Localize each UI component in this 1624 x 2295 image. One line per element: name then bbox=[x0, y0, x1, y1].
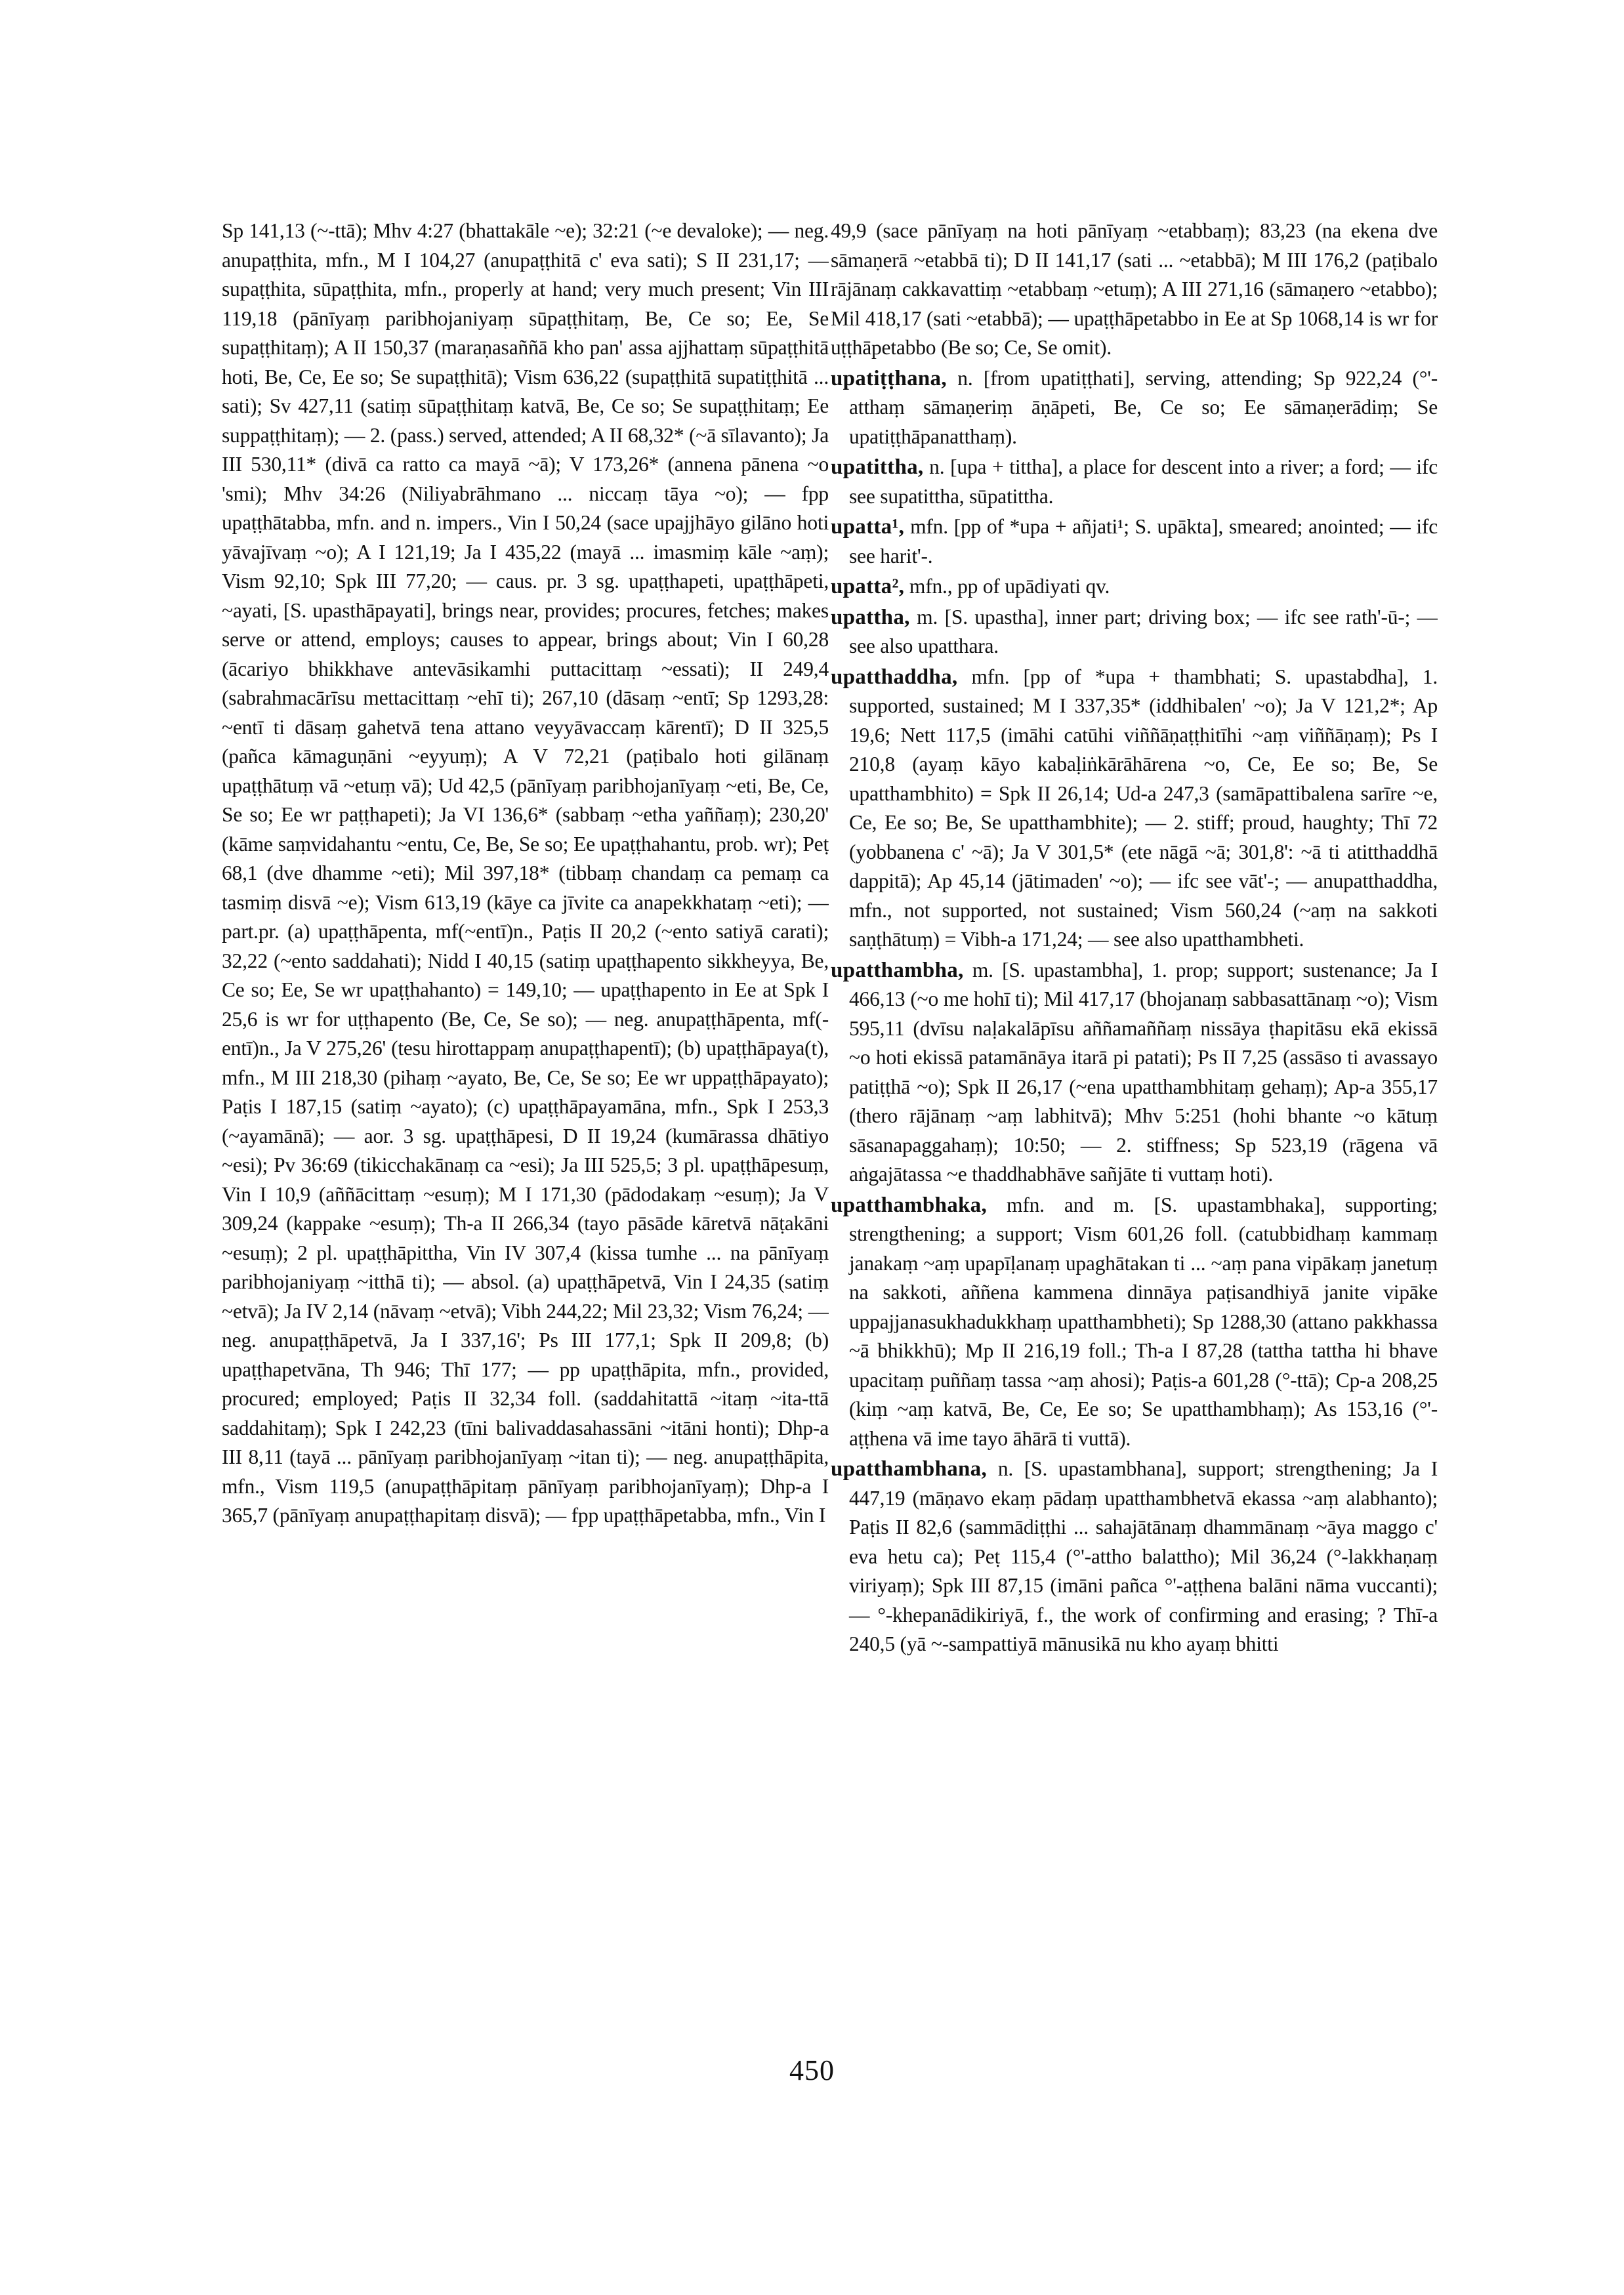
entry-headword: upatthambha, bbox=[831, 958, 964, 982]
dictionary-entry bbox=[831, 663, 1438, 955]
entry-text: mfn. [pp of *upa + añjati¹; S. upākta], smeared; anointed; — ifc see harit'-. bbox=[849, 515, 1438, 568]
entry-text: m. [S. upastambha], 1. prop; support; sustenance; Ja I 466,13 (~o me hohī ti); Mil 417,17 (bhojanaṃ sabbasattānaṃ ~o); Vism 595,11 (dvīsu naḷakalāpīsu aññamaññaṃ nissāya ṭhapitāsu ekā ekissā ~o hoti ekissā patamānāya itarā pi patati); Ps II 7,25 (assāso ti avassayo patiṭṭhā ~o); Spk II 26,17 (~ena upatthambhitaṃ gehaṃ); Ap-a 355,17 (thero rājānaṃ ~aṃ labhitvā); Mhv 5:251 (hohi bhante ~o kātuṃ sāsanapaggahaṃ); 10:50; — 2. stiffness; Sp 523,19 (rāgena vā aṅgajātassa ~e thaddhabhāve sañjāte ti vuttaṃ hoti). bbox=[849, 958, 1438, 1186]
dictionary-entry bbox=[831, 1191, 1438, 1454]
left-column bbox=[222, 217, 829, 2172]
continuation-paragraph bbox=[831, 217, 1438, 363]
dictionary-entry bbox=[831, 1455, 1438, 1659]
page-number: 450 bbox=[789, 2054, 835, 2086]
dictionary-entry bbox=[831, 956, 1438, 1189]
dictionary-entry bbox=[831, 572, 1438, 602]
entry-text: 49,9 (sace pānīyaṃ na hoti pānīyaṃ ~etabbaṃ); 83,23 (na ekena dve sāmaṇerā ~etabbā ti); D II 141,17 (sati ... ~etabbā); M III 176,2 (paṭibalo rājānaṃ cakkavattiṃ ~etabbaṃ ~etuṃ); A III 271,16 (sāmaṇero ~etabbo); Mil 418,17 (sati ~etabbā); — upaṭṭhāpetabbo in Ee at Sp 1068,14 is wr for uṭṭhāpetabbo (Be so; Ce, Se omit). bbox=[831, 219, 1438, 359]
entry-text: n. [upa + tittha], a place for descent into a river; a ford; — ifc see supatittha, sūpatittha. bbox=[849, 455, 1438, 508]
entry-text: m. [S. upastha], inner part; driving box; — ifc see rath'-ū-; — see also upatthara. bbox=[849, 605, 1438, 657]
entry-text: mfn. [pp of *upa + thambhati; S. upastabdha], 1. supported, sustained; M I 337,35* (iddhibalen' ~o); Ja V 121,2*; Ap 19,6; Nett 117,5 (imāhi catūhi viññāṇaṭṭhitīhi ~aṃ viññāṇaṃ); Ps I 210,8 (ayaṃ kāyo kabaḷiṅkārāhārena ~o, Ce, Ee so; Be, Se upatthambhito) = Spk II 26,14; Ud-a 247,3 (samāpattibalena sarīre ~e, Ce, Ee so; Be, Se upatthambhite); — 2. stiff; proud, haughty; Thī 72 (yobbanena c' ~ā); Ja V 301,5* (ete nāgā ~ā; 301,8': ~ā ti atitthaddhā dappitā); Ap 45,14 (jātimaden' ~o); — ifc see vāt'-; — anupatthaddha, mfn., not supported, not sustained; Vism 560,24 (~aṃ na sakkoti saṇṭhātuṃ) = Vibh-a 171,24; — see also upatthambheti. bbox=[849, 665, 1438, 951]
entry-headword: upatta¹, bbox=[831, 515, 905, 539]
dictionary-entry bbox=[831, 364, 1438, 452]
entry-headword: upatittha, bbox=[831, 455, 924, 479]
entry-text: n. [from upatiṭṭhati], serving, attending; Sp 922,24 (°'-atthaṃ sāmaṇeriṃ āṇāpeti, Be, Ce so; Ee sāmaṇerādiṃ; Se upatiṭṭhāpanatthaṃ). bbox=[849, 366, 1438, 448]
entry-text: mfn., pp of upādiyati qv. bbox=[904, 575, 1110, 598]
entry-headword: upatthaddha, bbox=[831, 665, 958, 689]
entry-headword: upatthambhana, bbox=[831, 1457, 988, 1481]
dictionary-entry bbox=[831, 603, 1438, 661]
entry-headword: upatta², bbox=[831, 575, 905, 598]
dictionary-entry bbox=[831, 453, 1438, 511]
entry-headword: upatiṭṭhana, bbox=[831, 366, 947, 390]
entry-headword: upattha, bbox=[831, 605, 910, 629]
right-column bbox=[831, 217, 1438, 2172]
entry-text: mfn. and m. [S. upastambhaka], supporting; strengthening; a support; Vism 601,26 foll. (catubbidhaṃ kammaṃ janakaṃ ~aṃ upapīḷanaṃ upaghātakan ti ... ~aṃ pana vipākaṃ janetuṃ na sakkoti, aññena kammena dinnāya paṭisandhiyā janite vipāke uppajjanasukhadukkhaṃ upatthambheti); Sp 1288,30 (attano pakkhassa ~ā bhikkhū); Mp II 216,19 foll.; Th-a I 87,28 (tattha tattha hi bhave upacitaṃ puññaṃ tassa ~aṃ ahosi); Paṭis-a 601,28 (°-ttā); Cp-a 208,25 (kiṃ ~aṃ katvā, Be, Ce, Ee so; Se upatthambhaṃ); As 153,16 (°'-aṭṭhena vā ime tayo āhārā ti vuttā). bbox=[849, 1193, 1438, 1450]
dictionary-entry bbox=[831, 512, 1438, 571]
entry-headword: upatthambhaka, bbox=[831, 1193, 988, 1217]
entry-text: n. [S. upastambhana], support; strengthening; Ja I 447,19 (māṇavo ekaṃ pādaṃ upatthambhetvā ekassa ~aṃ alabhanto); Paṭis II 82,6 (sammādiṭṭhi ... sahajātānaṃ dhammānaṃ ~āya maggo c' eva hetu ca); Peṭ 115,4 (°'-attho balattho); Mil 36,24 (°-lakkhaṇaṃ viriyaṃ); Spk III 87,15 (imāni pañca °'-aṭṭhena balāni nāma vuccanti); — °-khepanādikiriyā, f., the work of confirming and erasing; ? Thī-a 240,5 (yā ~-sampattiyā mānusikā nu kho ayaṃ bhitti bbox=[849, 1457, 1438, 1655]
entry-text: Sp 141,13 (~-ttā); Mhv 4:27 (bhattakāle ~e); 32:21 (~e devaloke); — neg. anupaṭṭhita, mfn., M I 104,27 (anupaṭṭhitā c' eva sati); S II 231,17; — supaṭṭhita, sūpaṭṭhita, mfn., properly at hand; very much present; Vin III 119,18 (pānīyaṃ paribhojaniyaṃ sūpaṭṭhitaṃ, Be, Ce so; Ee, Se supaṭṭhitaṃ); A II 150,37 (maraṇasaññā kho pan' assa ajjhattaṃ sūpaṭṭhitā hoti, Be, Ce, Ee so; Se supaṭṭhitā); Vism 636,22 (supaṭṭhitā supatiṭṭhitā ... sati); Sv 427,11 (satiṃ sūpaṭṭhitaṃ katvā, Be, Ce so; Se supaṭṭhitaṃ; Ee suppaṭṭhitaṃ); — 2. (pass.) served, attended; A II 68,32* (~ā sīlavanto); Ja III 530,11* (divā ca ratto ca mayā ~ā); V 173,26* (annena pānena ~o 'smi); Mhv 34:26 (Niliyabrāhmano ... niccaṃ tāya ~o); — fpp upaṭṭhātabba, mfn. and n. impers., Vin I 50,24 (sace upajjhāyo gilāno hoti yāvajīvaṃ ~o); A I 121,19; Ja I 435,22 (mayā ... imasmiṃ kāle ~aṃ); Vism 92,10; Spk III 77,20; — caus. pr. 3 sg. upaṭṭhapeti, upaṭṭhāpeti, ~ayati, [S. upasthāpayati], brings near, provides; procures, fetches; makes serve or attend, employs; causes to appear, brings about; Vin I 60,28 (ācariyo bhikkhave antevāsikamhi puttacittaṃ ~essati); II 249,4 (sabrahmacārīsu mettacittaṃ ~ehī ti); 267,10 (dāsaṃ ~entī; Sp 1293,28: ~entī ti dāsaṃ gahetvā tena attano veyyāvaccaṃ kārentī); D II 325,5 (pañca kāmaguṇāni ~eyyuṃ); A V 72,21 (paṭibalo hoti gilānaṃ upaṭṭhātuṃ vā ~etuṃ vā); Ud 42,5 (pānīyaṃ paribhojanīyaṃ ~eti, Be, Ce, Se so; Ee wr paṭṭhapeti); Ja VI 136,6* (sabbaṃ ~etha yaññaṃ); 230,20' (kāme saṃvidahantu ~entu, Ce, Be, Se so; Ee upaṭṭhahantu, prob. wr); Peṭ 68,1 (dve dhamme ~eti); Mil 397,18* (tibbaṃ chandaṃ ca pemaṃ ca tasmiṃ disvā ~e); Vism 613,19 (kāye ca jīvite ca anapekkhataṃ ~eti); — part.pr. (a) upaṭṭhāpenta, mf(~entī)n., Paṭis II 20,2 (~ento satiyā carati); 32,22 (~ento saddahati); Nidd I 40,15 (satiṃ upaṭṭhapento sikkheyya, Be, Ce so; Ee, Se wr upaṭṭhahanto) = 149,10; — upaṭṭhapento in Ee at Spk I 25,6 is wr for uṭṭhapento (Be, Ce, Se so); — neg. anupaṭṭhāpenta, mf(-entī)n., Ja V 275,26' (tesu hirottappaṃ anupaṭṭhapentī); (b) upaṭṭhāpaya(t), mfn., M III 218,30 (pihaṃ ~ayato, Be, Ce, Se so; Ee wr uppaṭṭhāpayato); Paṭis I 187,15 (satiṃ ~ayato); (c) upaṭṭhāpayamāna, mfn., Spk I 253,3 (~ayamānā); — aor. 3 sg. upaṭṭhāpesi, D II 19,24 (kumārassa dhātiyo ~esi); Pv 36:69 (tikicchakānaṃ ca ~esi); Ja III 525,5; 3 pl. upaṭṭhāpesuṃ, Vin I 10,9 (aññācittaṃ ~esuṃ); M I 171,30 (pādodakaṃ ~esuṃ); Ja V 309,24 (kappake ~esuṃ); Th-a II 266,34 (tayo pāsāde kāretvā nāṭakāni ~esuṃ); 2 pl. upaṭṭhāpittha, Vin IV 307,4 (kissa tumhe ... na pānīyaṃ paribhojaniyaṃ ~itthā ti); — absol. (a) upaṭṭhāpetvā, Vin I 24,35 (satiṃ ~etvā); Ja IV 2,14 (nāvaṃ ~etvā); Vibh 244,22; Mil 23,32; Vism 76,24; — neg. anupaṭṭhāpetvā, Ja I 337,16'; Ps III 177,1; Spk II 209,8; (b) upaṭṭhapetvāna, Th 946; Thī 177; — pp upaṭṭhāpita, mfn., provided, procured; employed; Paṭis II 32,34 foll. (saddahitattā ~itaṃ ~ita-ttā saddahitaṃ); Spk I 242,23 (tīni balivaddasahassāni ~itāni honti); Dhp-a III 8,11 (tayā ... pānīyaṃ paribhojanīyaṃ ~itan ti); — neg. anupaṭṭhāpita, mfn., Vism 119,5 (anupaṭṭhāpitaṃ pānīyaṃ paribhojanīyaṃ); Dhp-a I 365,7 (pānīyaṃ anupaṭṭhapitaṃ disvā); — fpp upaṭṭhāpetabba, mfn., Vin I bbox=[222, 219, 829, 1527]
continuation-paragraph bbox=[222, 217, 829, 1531]
